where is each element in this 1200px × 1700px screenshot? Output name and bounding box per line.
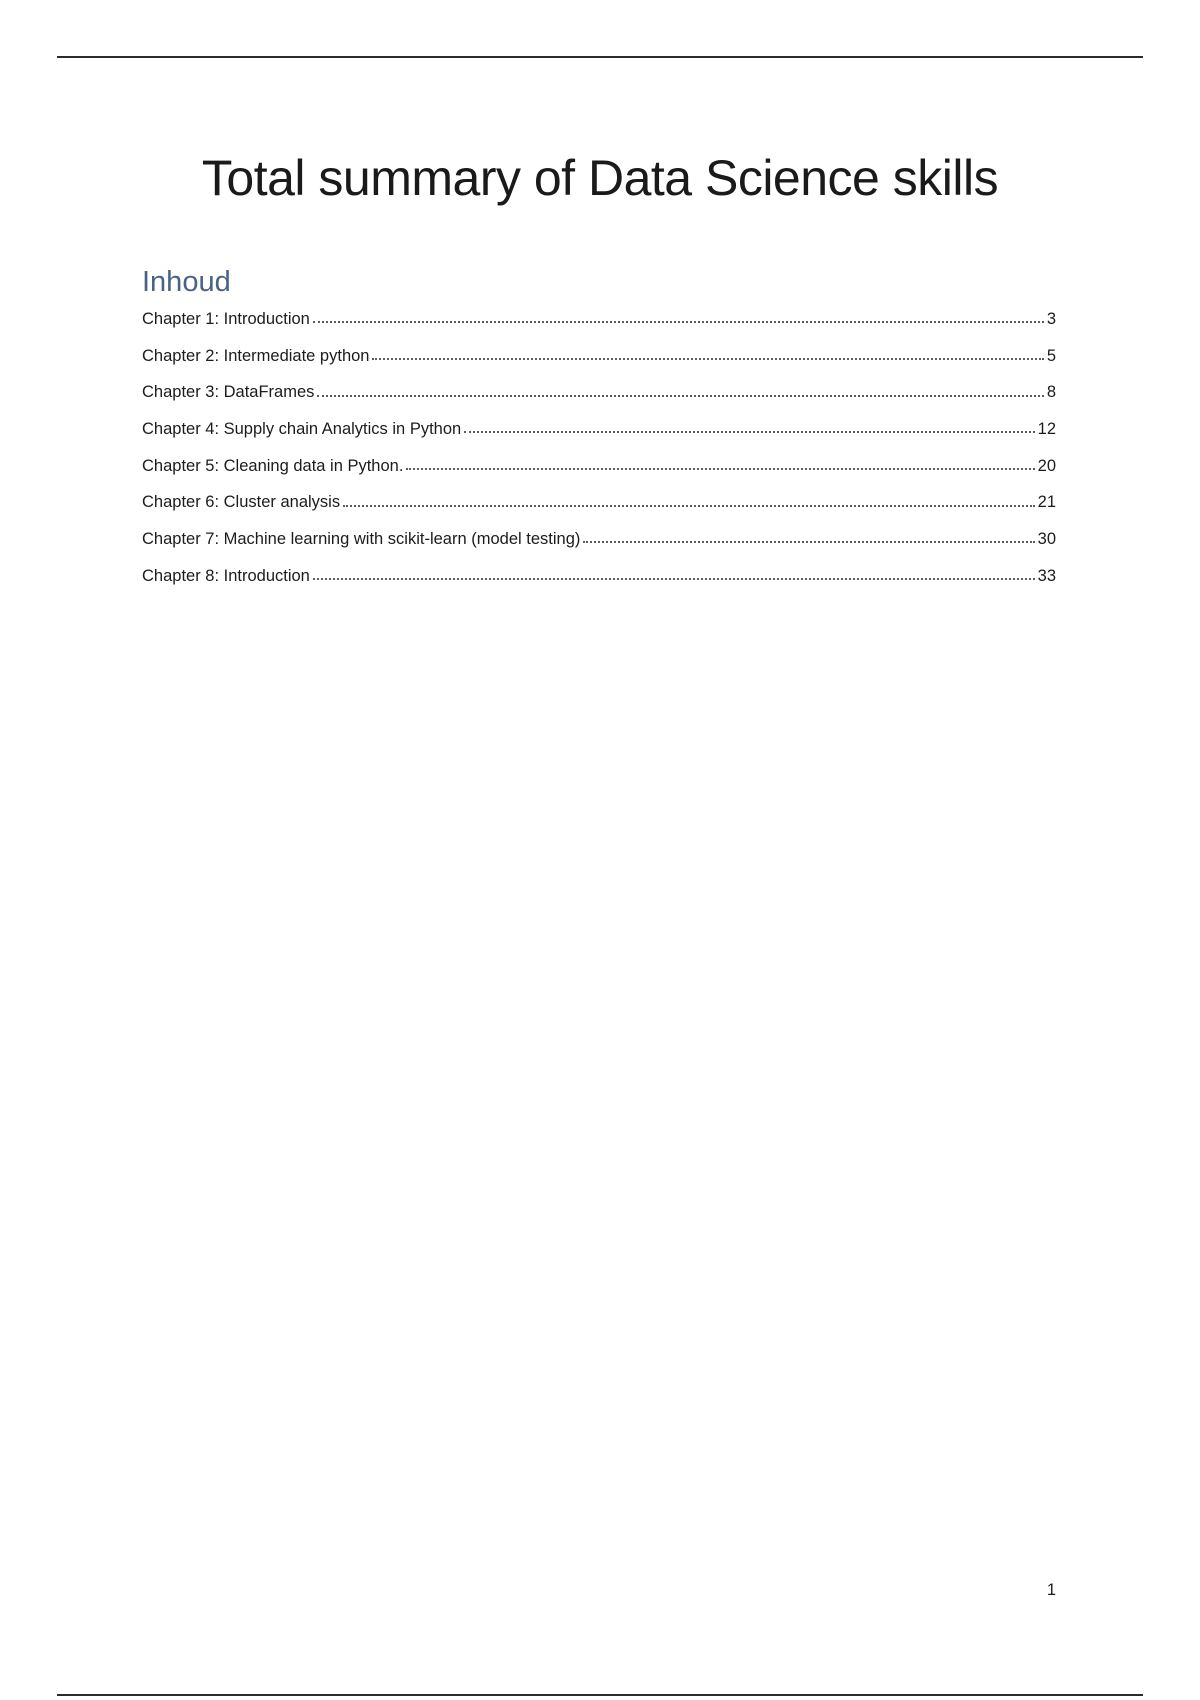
toc-dot-leader: [464, 431, 1034, 433]
toc-entry-page: 20: [1037, 456, 1056, 475]
toc-heading: Inhoud: [142, 266, 231, 298]
toc-entry-label: Chapter 6: Cluster analysis: [142, 493, 341, 512]
toc-entry-label: Chapter 2: Intermediate python: [142, 346, 370, 365]
toc-entry-chapter-8[interactable]: [142, 558, 1056, 595]
toc-entry-page: 3: [1046, 309, 1056, 328]
toc-dot-leader: [583, 541, 1034, 543]
document-title: Total summary of Data Science skills: [201, 150, 999, 206]
toc-entry-label: Chapter 3: DataFrames: [142, 383, 315, 402]
page-footer-rule: [57, 1694, 1143, 1696]
toc-dot-leader: [372, 358, 1043, 360]
toc-entry-page: 33: [1037, 566, 1056, 585]
toc-entry-chapter-4[interactable]: [142, 411, 1056, 448]
toc-entry-chapter-6[interactable]: [142, 484, 1056, 521]
toc-entry-chapter-2[interactable]: [142, 338, 1056, 375]
toc-entry-page: 12: [1037, 419, 1056, 438]
toc-dot-leader: [313, 321, 1044, 323]
toc-entry-label: Chapter 5: Cleaning data in Python.: [142, 456, 404, 475]
toc-dot-leader: [313, 578, 1035, 580]
table-of-contents: [142, 301, 1056, 595]
page-number: 1: [1046, 1581, 1056, 1599]
toc-dot-leader: [406, 468, 1034, 470]
toc-entry-page: 5: [1046, 346, 1056, 365]
toc-dot-leader: [343, 505, 1035, 507]
toc-dot-leader: [317, 395, 1043, 397]
toc-entry-chapter-7[interactable]: [142, 521, 1056, 558]
toc-entry-chapter-3[interactable]: [142, 374, 1056, 411]
toc-entry-page: 30: [1037, 529, 1056, 548]
toc-entry-chapter-1[interactable]: [142, 301, 1056, 338]
toc-entry-label: Chapter 1: Introduction: [142, 309, 310, 328]
toc-entry-label: Chapter 8: Introduction: [142, 566, 310, 585]
toc-entry-chapter-5[interactable]: [142, 448, 1056, 485]
toc-entry-page: 8: [1046, 383, 1056, 402]
page-header-rule: [57, 56, 1143, 58]
toc-entry-label: Chapter 4: Supply chain Analytics in Python: [142, 419, 462, 438]
toc-entry-label: Chapter 7: Machine learning with scikit-learn (model testing): [142, 529, 581, 548]
toc-entry-page: 21: [1037, 493, 1056, 512]
